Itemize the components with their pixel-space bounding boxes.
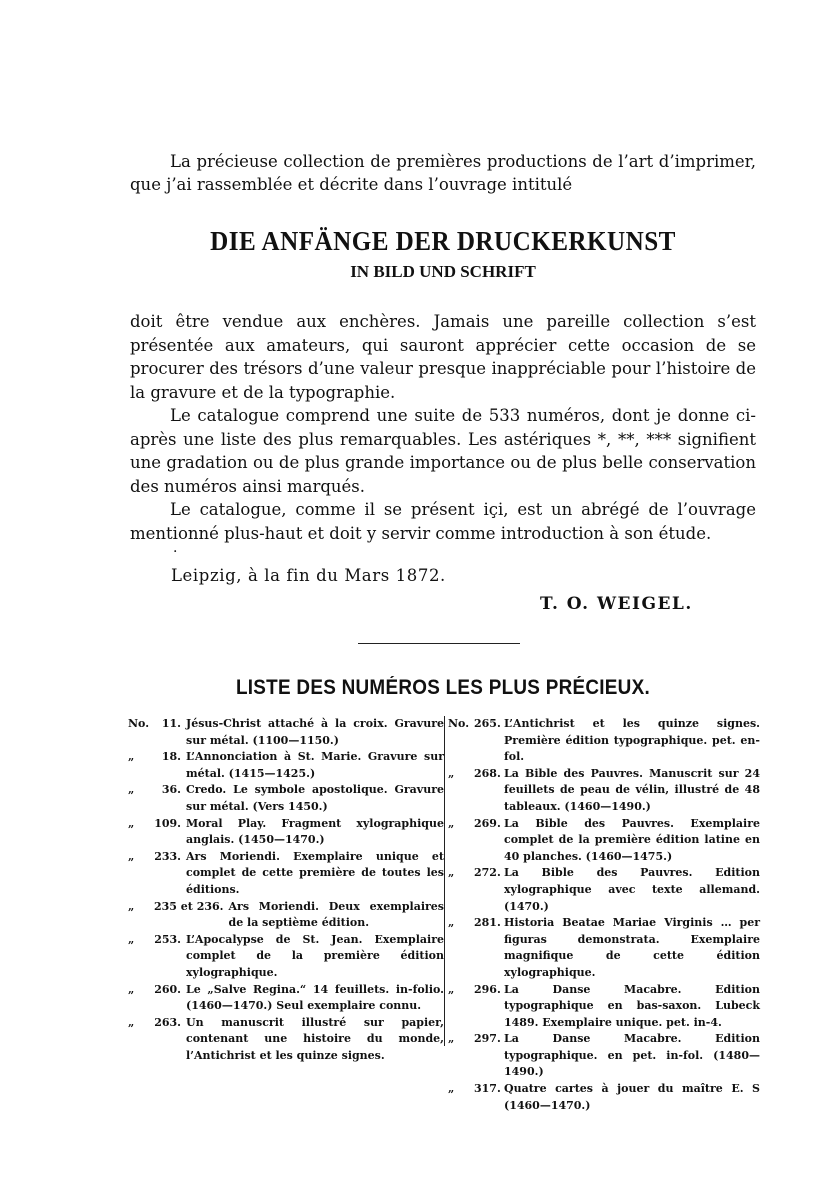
- body-paragraph-1: doit être vendue aux enchères. Jamais une pareille collection s’est présentée aux amateurs, qui sauront apprécier cette occasion de se procurer des trésors d’une valeur presque inappréciable pour l’histoire de la gravure et de la typographie.: [130, 312, 756, 402]
- stray-dot: ·: [173, 544, 178, 560]
- list-item: [448, 865, 760, 915]
- list-item-number: 235 et 236.: [154, 899, 224, 913]
- list-item: [128, 749, 444, 782]
- work-subtitle: IN BILD UND SCHRIFT: [350, 262, 536, 281]
- list-item-prefix: „: [448, 1082, 455, 1096]
- list-item-text: Quatre cartes à jouer du maître E. S (1460—1470.): [504, 1082, 760, 1112]
- list-item: [448, 1081, 760, 1114]
- list-item-prefix: „: [128, 750, 135, 764]
- list-item: [448, 915, 760, 981]
- list-item-number: 272.: [474, 866, 501, 880]
- list-item-text: La Danse Macabre. Edition typographique en bas-saxon. Lubeck 1489. Exemplaire unique. pet. in-4.: [504, 982, 760, 1029]
- list-item-prefix: No.: [448, 717, 470, 730]
- list-item-prefix: „: [448, 916, 455, 930]
- list-item: [448, 816, 760, 866]
- list-item-number: 11.: [161, 717, 181, 730]
- list-item-prefix: „: [128, 1015, 135, 1029]
- list-item-prefix: No.: [128, 717, 150, 730]
- list-item-prefix: „: [448, 982, 455, 996]
- list-item-prefix: „: [128, 783, 135, 797]
- section-rule: [358, 643, 520, 644]
- list-item: [128, 899, 444, 932]
- list-title: LISTE DES NUMÉROS LES PLUS PRÉCIEUX.: [235, 676, 651, 699]
- list-item-text: La Bible des Pauvres. Exemplaire complet de la première édition latine en 40 planches. (1460—1475.): [504, 816, 760, 863]
- list-item-text: Jésus-Christ attaché à la croix. Gravure sur métal. (1100—1150.): [186, 717, 444, 747]
- list-item-text: Moral Play. Fragment xylographique anglais. (1450—1470.): [186, 816, 444, 847]
- list-item-number: 36.: [161, 783, 181, 797]
- list-item-text: L’Annonciation à St. Marie. Gravure sur métal. (1415—1425.): [186, 750, 444, 780]
- body-paragraph-2: Le catalogue comprend une suite de 533 numéros, dont je donne ci-après une liste des plus remarquables. Les astériques *, **, *** signifient une gradation ou de plus grande importance ou de plus belle conservation des numéros ainsi marqués.: [130, 406, 756, 496]
- list-item: [448, 982, 760, 1032]
- list-item-number: 233.: [154, 849, 181, 863]
- list-item-text: La Bible des Pauvres. Manuscrit sur 24 feuillets de peau de vélin, illustré de 48 tableaux. (1460—1490.): [504, 766, 760, 813]
- list-item-prefix: „: [128, 932, 135, 946]
- list-item: [128, 782, 444, 815]
- list-item-prefix: „: [448, 1032, 455, 1046]
- list-item-prefix: „: [128, 982, 135, 996]
- column-divider: [444, 716, 445, 1046]
- list-item-text: L’Antichrist et les quinze signes. Première édition typographique. pet. en-fol.: [504, 717, 760, 764]
- list-item: [128, 932, 444, 982]
- intro-text: La précieuse collection de premières productions de l’art d’imprimer, que j’ai rassemblée et décrite dans l’ouvrage intitulé: [130, 152, 756, 194]
- list-item: [128, 716, 444, 749]
- list-item-number: 296.: [474, 982, 501, 996]
- list-item-number: 269.: [474, 816, 501, 830]
- list-column-left: [128, 716, 444, 1064]
- list-item-number: 281.: [474, 916, 501, 930]
- intro-paragraph: [130, 150, 756, 196]
- list-item-number: 253.: [154, 932, 181, 946]
- list-item-text: Ars Moriendi. Deux exemplaires de la septième édition.: [228, 899, 444, 930]
- list-item-number: 297.: [474, 1032, 501, 1046]
- list-item-text: Le „Salve Regina.“ 14 feuillets. in-folio. (1460—1470.) Seul exemplaire connu.: [186, 982, 444, 1013]
- list-item-number: 317.: [474, 1082, 501, 1096]
- work-title: DIE ANFÄNGE DER DRUCKERKUNST: [210, 226, 676, 256]
- list-item: [448, 766, 760, 816]
- list-item-number: 268.: [474, 766, 501, 780]
- list-item-number: 265.: [474, 717, 501, 730]
- list-item: [448, 716, 760, 766]
- list-item-prefix: „: [128, 899, 135, 913]
- body-paragraph-3: Le catalogue, comme il se présent içi, est un abrégé de l’ouvrage mentionné plus-haut et doit y servir comme introduction à son étude.: [130, 500, 756, 543]
- list-item-prefix: „: [448, 766, 455, 780]
- list-item-prefix: „: [448, 816, 455, 830]
- list-item-text: Credo. Le symbole apostolique. Gravure sur métal. (Vers 1450.): [186, 783, 444, 813]
- body-text: [130, 310, 756, 545]
- list-item-text: Ars Moriendi. Exemplaire unique et complet de cette première de toutes les éditions.: [186, 849, 444, 896]
- list-item: [128, 849, 444, 899]
- list-item-prefix: „: [448, 866, 455, 880]
- signature: T. O. WEIGEL.: [540, 594, 693, 614]
- list-item-prefix: „: [128, 816, 135, 830]
- list-item: [128, 982, 444, 1015]
- list-item-text: La Danse Macabre. Edition typographique. en pet. in-fol. (1480—1490.): [504, 1032, 760, 1079]
- list-item-text: Un manuscrit illustré sur papier, contenant une histoire du monde, l’Antichrist et les quinze signes.: [186, 1015, 444, 1062]
- list-item: [128, 816, 444, 849]
- list-item-text: Historia Beatae Mariae Virginis … per figuras demonstrata. Exemplaire magnifique de cette édition xylographique.: [504, 916, 760, 979]
- list-item-text: La Bible des Pauvres. Edition xylographique avec texte allemand. (1470.): [504, 866, 760, 913]
- list-item-number: 263.: [154, 1015, 181, 1029]
- list-item-number: 260.: [154, 982, 181, 996]
- list-item-prefix: „: [128, 849, 135, 863]
- list-item: [448, 1031, 760, 1081]
- list-item-text: L’Apocalypse de St. Jean. Exemplaire complet de la première édition xylographique.: [186, 932, 444, 979]
- list-item: [128, 1015, 444, 1065]
- dateline: Leipzig, à la fin du Mars 1872.: [171, 566, 446, 585]
- list-item-number: 109.: [154, 816, 181, 830]
- list-item-number: 18.: [161, 750, 181, 764]
- list-column-right: [448, 716, 760, 1114]
